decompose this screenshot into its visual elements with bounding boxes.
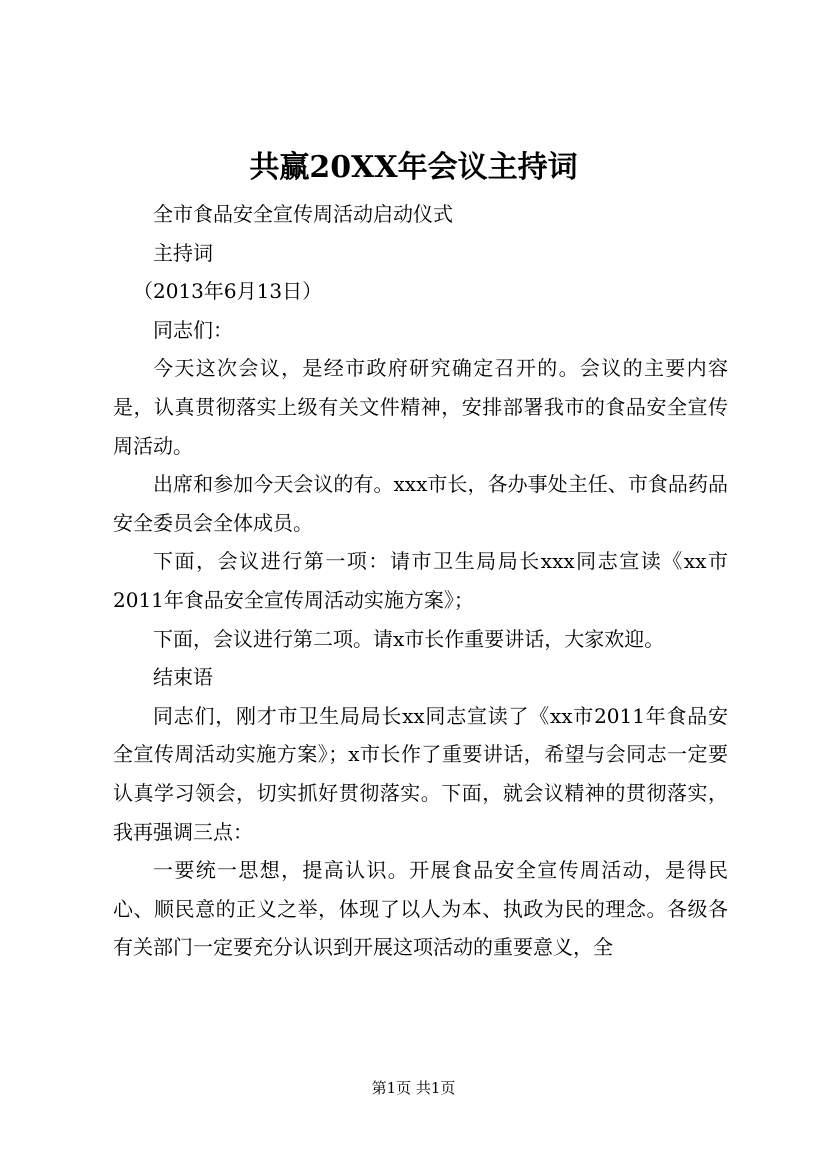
page-footer: 第1页 共1页 [371,1079,456,1097]
paragraph-closing-summary: 同志们，刚才市卫生局局长xx同志宣读了《xx市2011年食品安全宣传周活动实施方案》；x市长作了重要讲话，希望与会同志一定要认真学习领会，切实抓好贯彻落实。下面，就会议精神的贯彻落实，我再强调三点： [113,703,728,844]
paragraph-item-one: 下面，会议进行第一项：请市卫生局局长xxx同志宣读《xx市2011年食品安全宣传周活动实施方案》； [113,549,728,612]
paragraph-closing-heading: 结束语 [153,665,213,690]
paragraph-date: （2013年6月13日） [133,279,323,304]
document-body [113,195,728,967]
paragraph-subtitle: 主持词 [153,240,213,265]
paragraph-event-name: 全市食品安全宣传周活动启动仪式 [153,202,453,226]
paragraph-item-two: 下面，会议进行第二项。请x市长作重要讲话，大家欢迎。 [153,626,665,651]
paragraph-point-one: 一要统一思想，提高认识。开展食品安全宣传周活动，是得民心、顺民意的正义之举，体现了以人为本、执政为民的理念。各级各有关部门一定要充分认识到开展这项活动的重要意义，全 [113,858,728,960]
paragraph-salutation: 同志们： [153,317,233,342]
paragraph-opening: 今天这次会议，是经市政府研究确定召开的。会议的主要内容是，认真贯彻落实上级有关文件精神，安排部署我市的食品安全宣传周活动。 [113,356,728,458]
document-title: 共赢20XX年会议主持词 [249,150,578,185]
paragraph-attendees: 出席和参加今天会议的有。xxx市长，各办事处主任、市食品药品安全委员会全体成员。 [113,472,728,535]
